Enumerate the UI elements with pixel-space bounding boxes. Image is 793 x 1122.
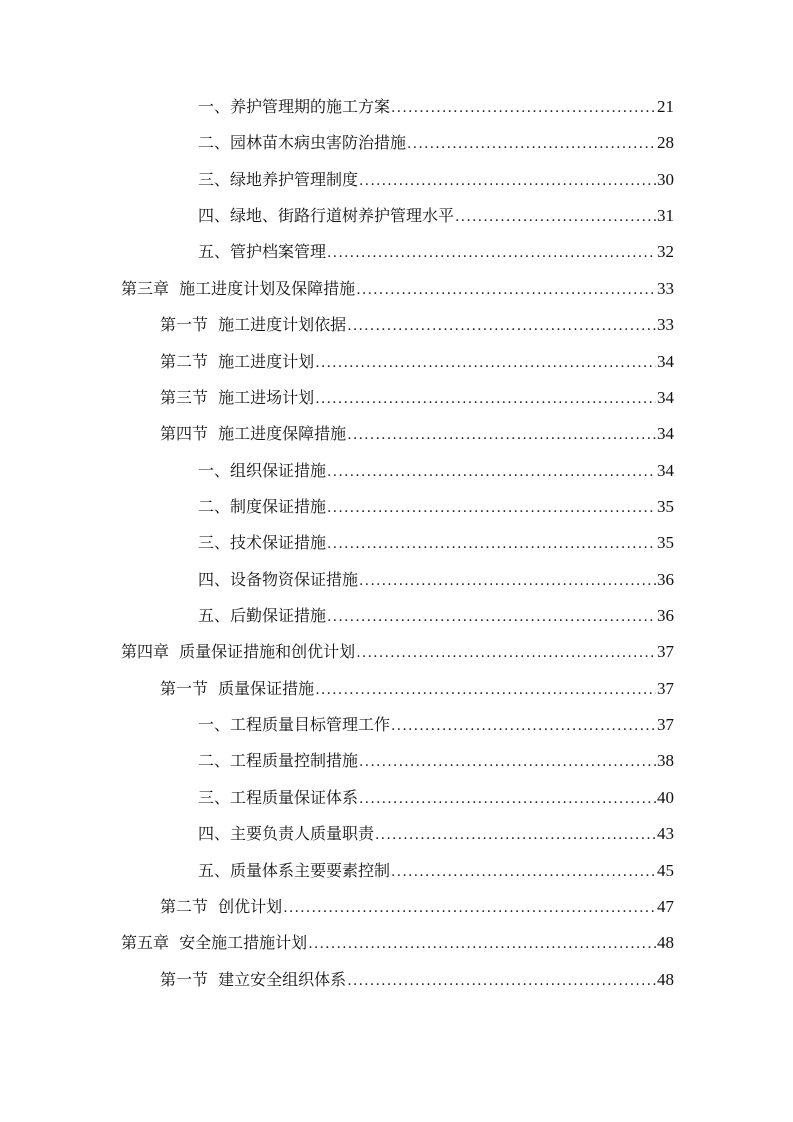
dot-leader — [359, 563, 656, 599]
toc-section-entry[interactable] — [0, 416, 793, 452]
toc-page-number: 28 — [657, 133, 674, 153]
toc-subsection-entry[interactable] — [0, 525, 793, 561]
dot-leader — [375, 817, 656, 853]
toc-entry-title: 一、工程质量目标管理工作 — [198, 715, 391, 735]
toc-page-number: 47 — [657, 896, 674, 916]
toc-section-entry[interactable] — [0, 344, 793, 380]
toc-section-entry[interactable] — [0, 307, 793, 343]
toc-entry-title: 第二节 施工进度计划 — [160, 351, 315, 371]
toc-entry-title: 二、园林苗木病虫害防治措施 — [198, 133, 407, 153]
toc-entry-title: 第一节 施工进度计划依据 — [160, 315, 347, 335]
toc-page-number: 40 — [657, 787, 674, 807]
toc-page-number: 34 — [657, 387, 674, 407]
toc-subsection-entry[interactable] — [0, 707, 793, 743]
toc-subsection-entry[interactable] — [0, 89, 793, 125]
toc-subsection-entry[interactable] — [0, 743, 793, 779]
dot-leader — [356, 272, 656, 308]
toc-page-number: 36 — [657, 569, 674, 589]
dot-leader — [347, 308, 656, 344]
dot-leader — [283, 890, 656, 926]
toc-page-number: 37 — [657, 715, 674, 735]
dot-leader — [391, 708, 656, 744]
toc-entry-title: 二、制度保证措施 — [198, 496, 327, 516]
toc-page-number: 31 — [657, 206, 674, 226]
toc-page-number: 33 — [657, 315, 674, 335]
toc-page-number: 34 — [657, 351, 674, 371]
toc-entry-title: 四、绿地、街路行道树养护管理水平 — [198, 206, 455, 226]
toc-subsection-entry[interactable] — [0, 234, 793, 270]
toc-entry-title: 四、设备物资保证措施 — [198, 569, 359, 589]
toc-subsection-entry[interactable] — [0, 853, 793, 889]
toc-page-number: 48 — [657, 969, 674, 989]
dot-leader — [315, 381, 656, 417]
toc-entry-title: 三、绿地养护管理制度 — [198, 169, 359, 189]
toc-entry-title: 第一节 质量保证措施 — [160, 678, 315, 698]
toc-entry-title: 第五章 安全施工措施计划 — [121, 933, 308, 953]
toc-section-entry[interactable] — [0, 962, 793, 998]
dot-leader — [327, 526, 656, 562]
toc-section-entry[interactable] — [0, 380, 793, 416]
toc-page-number: 36 — [657, 606, 674, 626]
toc-page-number: 35 — [657, 496, 674, 516]
toc-page-number: 37 — [657, 642, 674, 662]
dot-leader — [359, 781, 656, 817]
toc-entry-title: 第一节 建立安全组织体系 — [160, 969, 347, 989]
dot-leader — [327, 454, 656, 490]
table-of-contents — [0, 89, 793, 998]
toc-page-number: 34 — [657, 424, 674, 444]
toc-entry-title: 一、组织保证措施 — [198, 460, 327, 480]
toc-entry-title: 三、技术保证措施 — [198, 533, 327, 553]
toc-page-number: 43 — [657, 824, 674, 844]
toc-entry-title: 第二节 创优计划 — [160, 896, 283, 916]
toc-page-number: 37 — [657, 678, 674, 698]
dot-leader — [407, 126, 656, 162]
toc-page-number: 45 — [657, 860, 674, 880]
toc-page-number: 30 — [657, 169, 674, 189]
toc-entry-title: 四、主要负责人质量职责 — [198, 824, 375, 844]
toc-page-number: 21 — [657, 97, 674, 116]
toc-subsection-entry[interactable] — [0, 562, 793, 598]
toc-subsection-entry[interactable] — [0, 780, 793, 816]
dot-leader — [391, 90, 656, 126]
toc-page-number: 38 — [657, 751, 674, 771]
dot-leader — [347, 963, 656, 999]
dot-leader — [327, 490, 656, 526]
toc-entry-title: 第四章 质量保证措施和创优计划 — [121, 642, 356, 662]
dot-leader — [347, 417, 656, 453]
dot-leader — [315, 345, 656, 381]
toc-entry-title: 五、质量体系主要要素控制 — [198, 860, 391, 880]
toc-subsection-entry[interactable] — [0, 162, 793, 198]
dot-leader — [327, 599, 656, 635]
dot-leader — [315, 672, 656, 708]
toc-entry-title: 第三章 施工进度计划及保障措施 — [121, 278, 356, 298]
dot-leader — [359, 744, 656, 780]
toc-page-number: 32 — [657, 242, 674, 262]
toc-page-number: 35 — [657, 533, 674, 553]
toc-chapter-entry[interactable] — [0, 634, 793, 670]
toc-section-entry[interactable] — [0, 889, 793, 925]
toc-entry-title: 第四节 施工进度保障措施 — [160, 424, 347, 444]
toc-subsection-entry[interactable] — [0, 453, 793, 489]
dot-leader — [327, 235, 656, 271]
toc-subsection-entry[interactable] — [0, 125, 793, 161]
toc-page-number: 34 — [657, 460, 674, 480]
toc-page-number: 48 — [657, 933, 674, 953]
dot-leader — [391, 854, 656, 890]
toc-entry-title: 五、管护档案管理 — [198, 242, 327, 262]
toc-entry-title: 一、养护管理期的施工方案 — [198, 97, 391, 116]
dot-leader — [455, 199, 656, 235]
toc-chapter-entry[interactable] — [0, 925, 793, 961]
toc-subsection-entry[interactable] — [0, 198, 793, 234]
toc-entry-title: 二、工程质量控制措施 — [198, 751, 359, 771]
toc-entry-title: 五、后勤保证措施 — [198, 606, 327, 626]
toc-entry-title: 三、工程质量保证体系 — [198, 787, 359, 807]
toc-page-number: 33 — [657, 278, 674, 298]
toc-subsection-entry[interactable] — [0, 489, 793, 525]
dot-leader — [308, 926, 656, 962]
toc-subsection-entry[interactable] — [0, 598, 793, 634]
dot-leader — [359, 163, 656, 199]
toc-chapter-entry[interactable] — [0, 271, 793, 307]
toc-entry-title: 第三节 施工进场计划 — [160, 387, 315, 407]
toc-section-entry[interactable] — [0, 671, 793, 707]
toc-subsection-entry[interactable] — [0, 816, 793, 852]
dot-leader — [356, 635, 656, 671]
